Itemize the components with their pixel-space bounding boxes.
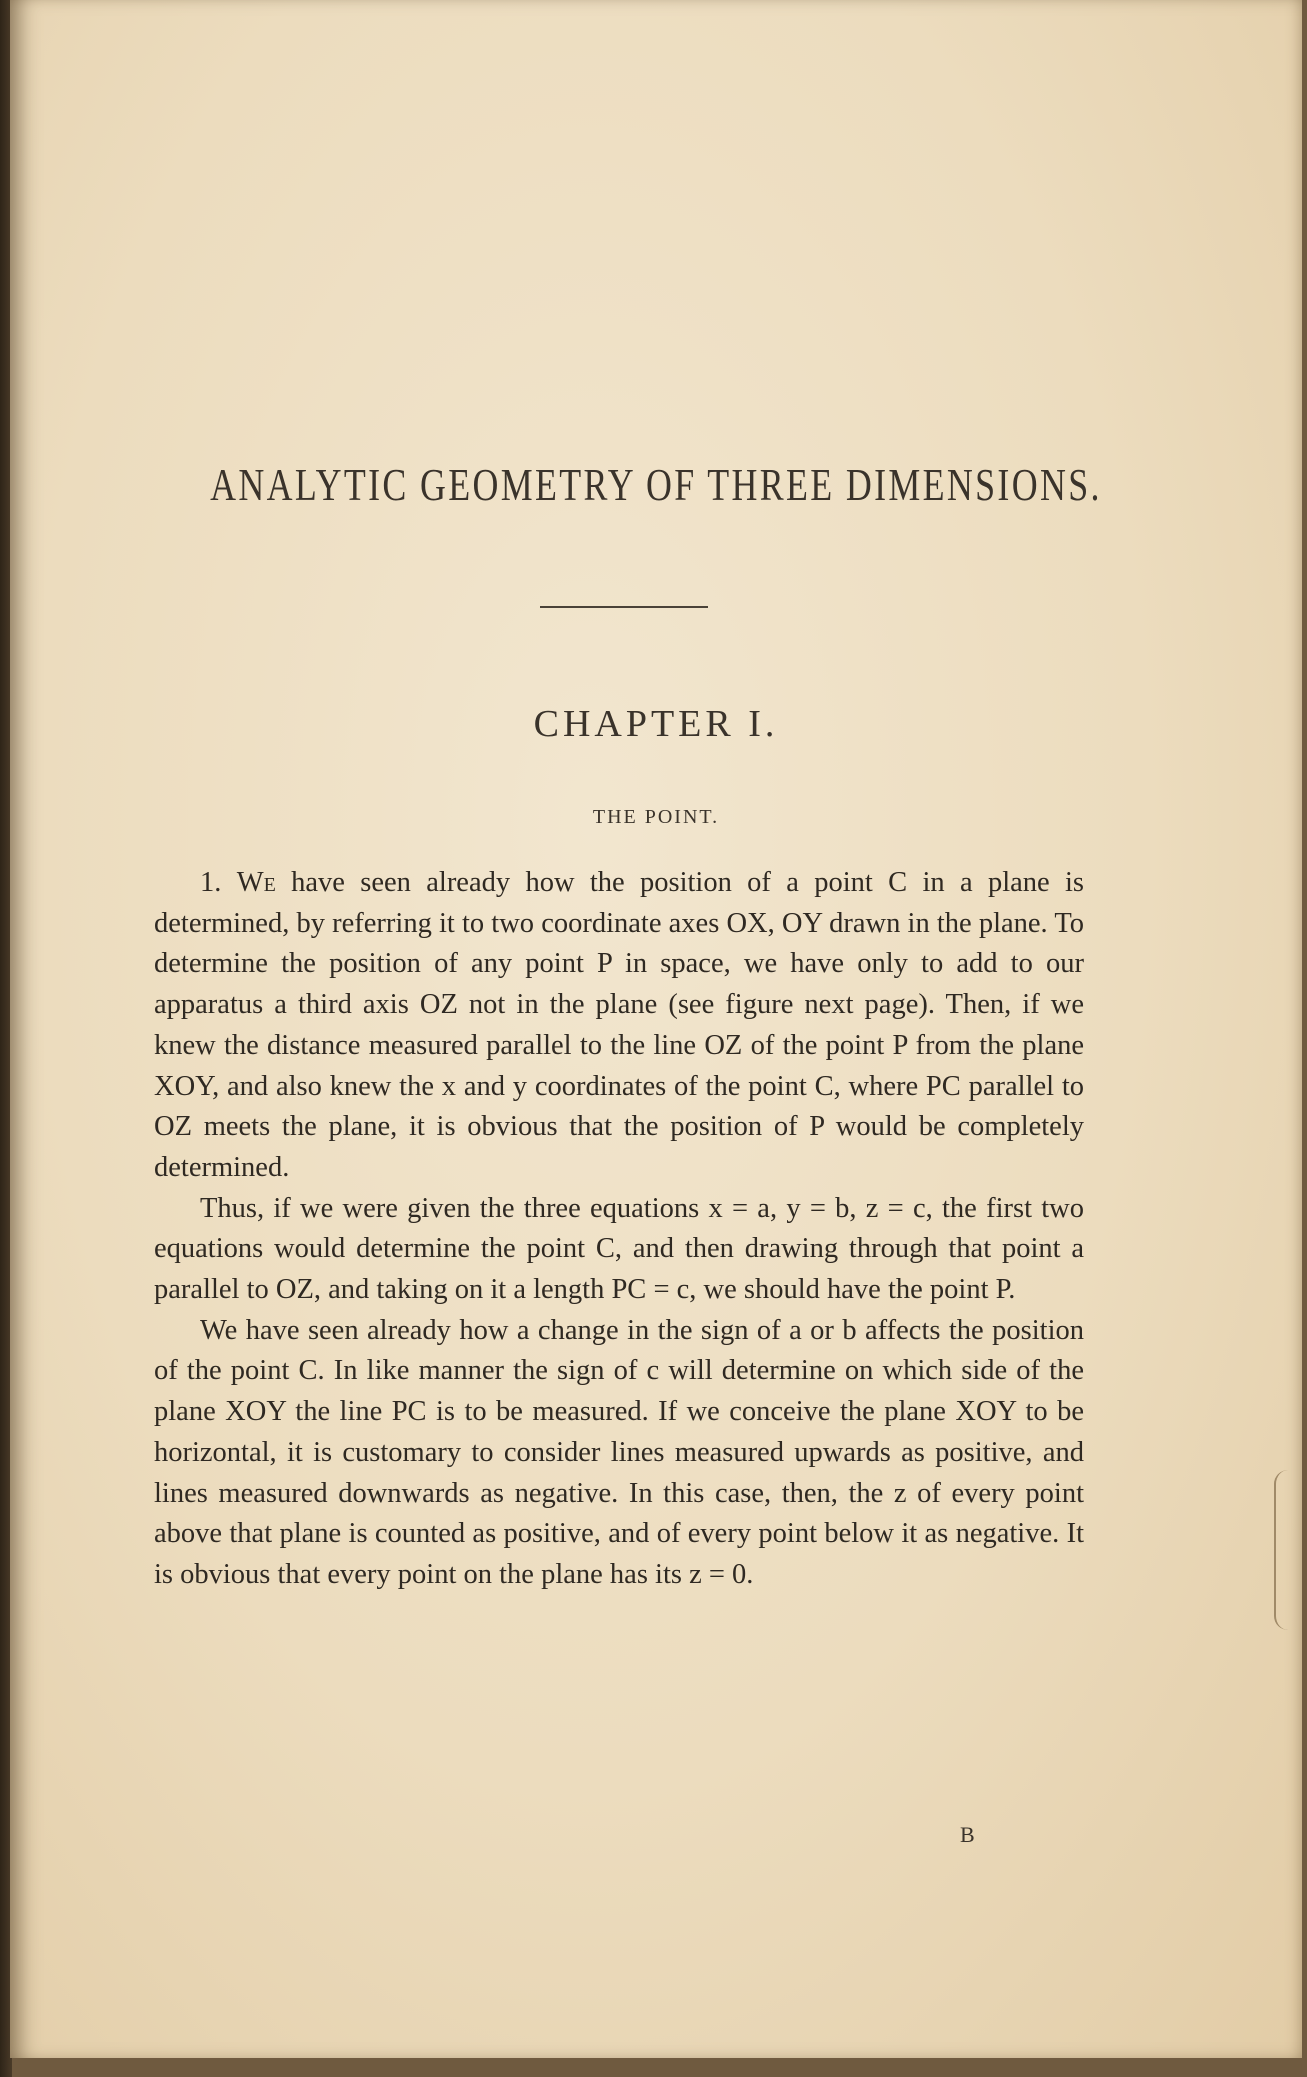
paragraph-3: We have seen already how a change in the sign of a or b affects the position of the point C. In like manner the sign of c will determine on which side of the plane XOY the line PC is to be measured. If we conceive the plane XOY to be horizontal, it is customary to consider lines measured upwards as positive, and lines measured downwards as negative. In this case, then, the z of every point above that plane is counted as positive, and of every point below it as negative. It is obvious that every point on the plane has its z = 0. xyxy=(154,1314,1084,1590)
body-text xyxy=(154,863,1084,1596)
book-page xyxy=(10,0,1302,2058)
chapter-heading: CHAPTER I. xyxy=(533,703,779,745)
paragraph-lead: We xyxy=(236,867,276,898)
paragraph-text: have seen already how the position of a point C in a plane is determined, by referring it to two coordinate axes OX, OY drawn in the plane. To determine the position of any point P in space, we have only to add to our apparatus a third axis OZ not in the plane (see figure next page). Then, if we knew the distance measured parallel to the line OZ of the point P from the plane XOY, and also knew the x and y coordinates of the point C, where PC parallel to OZ meets the plane, it is obvious that the position of P would be completely determined. xyxy=(154,867,1084,1183)
signature-mark: B xyxy=(960,1822,975,1847)
page-tab-mark xyxy=(1274,1470,1298,1630)
paragraph-number: 1. xyxy=(200,867,222,898)
running-title: ANALYTIC GEOMETRY OF THREE DIMENSIONS. xyxy=(210,459,1102,510)
paragraph-2: Thus, if we were given the three equations x = a, y = b, z = c, the first two equations would determine the point C, and then drawing through that point a parallel to OZ, and taking on it a length PC = c, we should have the point P. xyxy=(154,1192,1084,1306)
paragraph-1 xyxy=(154,863,1084,1189)
section-heading: THE POINT. xyxy=(592,806,720,828)
title-rule xyxy=(540,606,708,608)
